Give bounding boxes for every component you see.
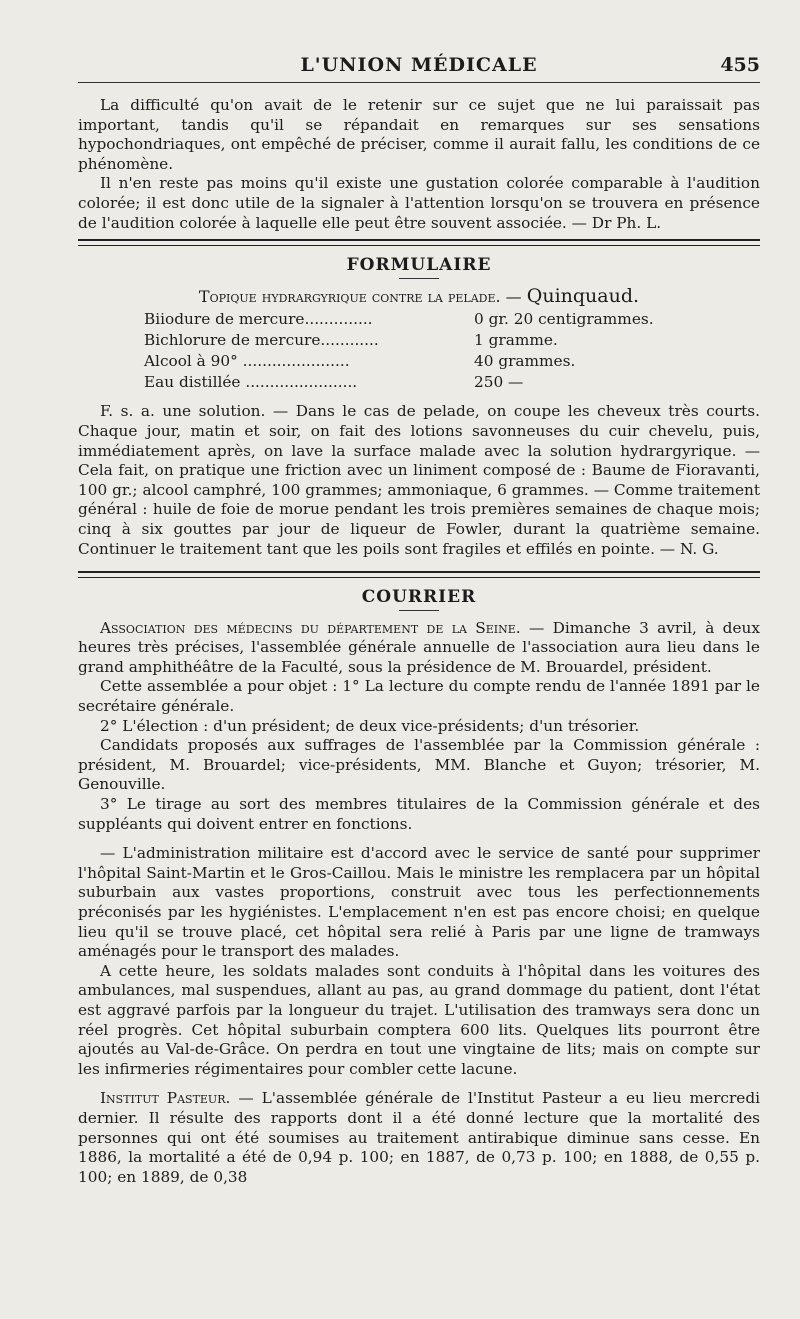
ingredient-qty: 0 gr. 20 centigrammes. bbox=[474, 310, 654, 329]
ingredient-qty: 250 — bbox=[474, 373, 524, 392]
journal-title: L'UNION MÉDICALE bbox=[300, 54, 538, 76]
pasteur-text: — L'assemblée générale de l'Institut Pasteur a eu lieu mercredi dernier. Il résulte des rapports dont il a été donné lecture que la mortalité des personnes qui ont été soumises au traitement antirabique diminue sans cesse. En 1886, la mortalité a été de 0,94 p. 100; en 1887, de 0,73 p. 100; en 1888, de 0,55 p. 100; en 1889, de 0,38 bbox=[78, 1089, 761, 1186]
ingredient-row bbox=[144, 352, 664, 373]
running-header bbox=[78, 54, 760, 80]
ingredient-row bbox=[144, 310, 664, 331]
formulaire-heading: FORMULAIRE bbox=[346, 255, 492, 276]
recipe-instructions: F. s. a. une solution. — Dans le cas de pelade, on coupe les cheveux très courts. Chaque jour, matin et soir, on fait des lotions savonneuses du cuir chevelu, puis, immédiatement après, on lave la surface malade avec la solution hydrargyrique. — Cela fait, on pratique une friction avec un liniment composé de : Baume de Fioravanti, 100 gr.; alcool camphré, 100 grammes; ammoniaque, 6 grammes. — Comme traitement général : huile de foie de morue pendant les trois premières semaines de chaque mois; cinq à six gouttes par jour de liqueur de Fowler, durant la quatrième semaine. Continuer le traitement tant que les poils sont fragiles et effilés en pointe. — N. G. bbox=[78, 402, 760, 558]
association-text: — Dimanche 3 avril, à deux heures très précises, l'assemblée générale annuelle de l'association aura lieu dans le grand amphithéâtre de la Faculté, sous la présidence de M. Brouardel, président. bbox=[78, 618, 760, 676]
recipe-title bbox=[78, 284, 760, 307]
page-number: 455 bbox=[720, 54, 760, 76]
ingredient-qty: 1 gramme. bbox=[474, 331, 558, 350]
recipe-author: Quinquaud. bbox=[526, 284, 640, 307]
section-divider-1 bbox=[78, 239, 760, 246]
pasteur-lead: Institut Pasteur. bbox=[100, 1089, 231, 1108]
header-rule bbox=[78, 82, 760, 83]
ingredient-qty: 40 grammes. bbox=[474, 352, 576, 371]
heading-underline bbox=[399, 610, 439, 611]
section-divider-2 bbox=[78, 571, 760, 578]
ingredient-name: Bichlorure de mercure............ bbox=[144, 331, 379, 350]
candidats-paragraph: Candidats proposés aux suffrages de l'assemblée par la Commission générale : président, M. Brouardel; vice-présidents, MM. Blanche et Guyon; trésorier, M. Genouville. bbox=[78, 736, 760, 794]
recipe-ingredients bbox=[144, 310, 664, 394]
association-lead: Association des médecins du département de la Seine. bbox=[100, 618, 521, 637]
pasteur-paragraph bbox=[78, 1089, 760, 1187]
ingredient-name: Eau distillée ....................... bbox=[144, 373, 358, 392]
article-body bbox=[78, 96, 760, 1187]
militaire-paragraph: — L'administration militaire est d'accord avec le service de santé pour supprimer l'hôpital Saint-Martin et le Gros-Caillou. Mais le ministre les remplacera par un hôpital suburbain aux vastes proportions, construit avec tous les perfectionnements préconisés par les hygiénistes. L'emplacement n'en est pas encore choisi; en quelque lieu qu'il se trouve placé, cet hôpital sera relié à Paris par une ligne de tramways aménagés pour le transport des malades. bbox=[78, 844, 760, 961]
association-paragraph bbox=[78, 619, 760, 678]
objet-paragraph: Cette assemblée a pour objet : 1° La lecture du compte rendu de l'année 1891 par le secrétaire générale. bbox=[78, 677, 760, 716]
election-paragraph: 2° L'élection : d'un président; de deux vice-présidents; d'un trésorier. bbox=[100, 716, 640, 735]
ingredient-name: Alcool à 90° ...................... bbox=[144, 352, 350, 371]
ingredient-name: Biiodure de mercure.............. bbox=[144, 310, 373, 329]
ingredient-row bbox=[144, 373, 664, 394]
recipe-title-text: Topique hydrargyrique contre la pelade. — bbox=[198, 286, 522, 306]
ambulances-paragraph: A cette heure, les soldats malades sont conduits à l'hôpital dans les voitures des ambulances, mal suspendues, allant au pas, au grand dommage du patient, dont l'état est aggravé parfois par la longueur du trajet. L'utilisation des tramways sera donc un réel progrès. Cet hôpital suburbain comptera 600 lits. Quelques lits pourront être ajoutés au Val-de-Grâce. On perdra en tout une vingtaine de lits; mais on compte sur les infirmeries régimentaires pour combler cette lacune. bbox=[78, 961, 760, 1078]
heading-underline bbox=[399, 278, 439, 279]
courrier-heading: COURRIER bbox=[361, 587, 477, 608]
tirage-paragraph: 3° Le tirage au sort des membres titulaires de la Commission générale et des suppléants qui doivent entrer en fonctions. bbox=[78, 795, 760, 833]
intro-paragraph-1: La difficulté qu'on avait de le retenir sur ce sujet que ne lui paraissait pas important, tandis qu'il se répandait en remarques sur ses sensations hypochondriaques, ont empêché de préciser, comme il aurait fallu, les conditions de ce phénomène. bbox=[78, 96, 760, 173]
ingredient-row bbox=[144, 331, 664, 352]
intro-paragraph-2: Il n'en reste pas moins qu'il existe une gustation colorée comparable à l'audition colorée; il est donc utile de la signaler à l'attention lorsqu'on se trouvera en présence de l'audition colorée à laquelle elle peut être souvent associée. — Dr Ph. L. bbox=[78, 174, 760, 232]
